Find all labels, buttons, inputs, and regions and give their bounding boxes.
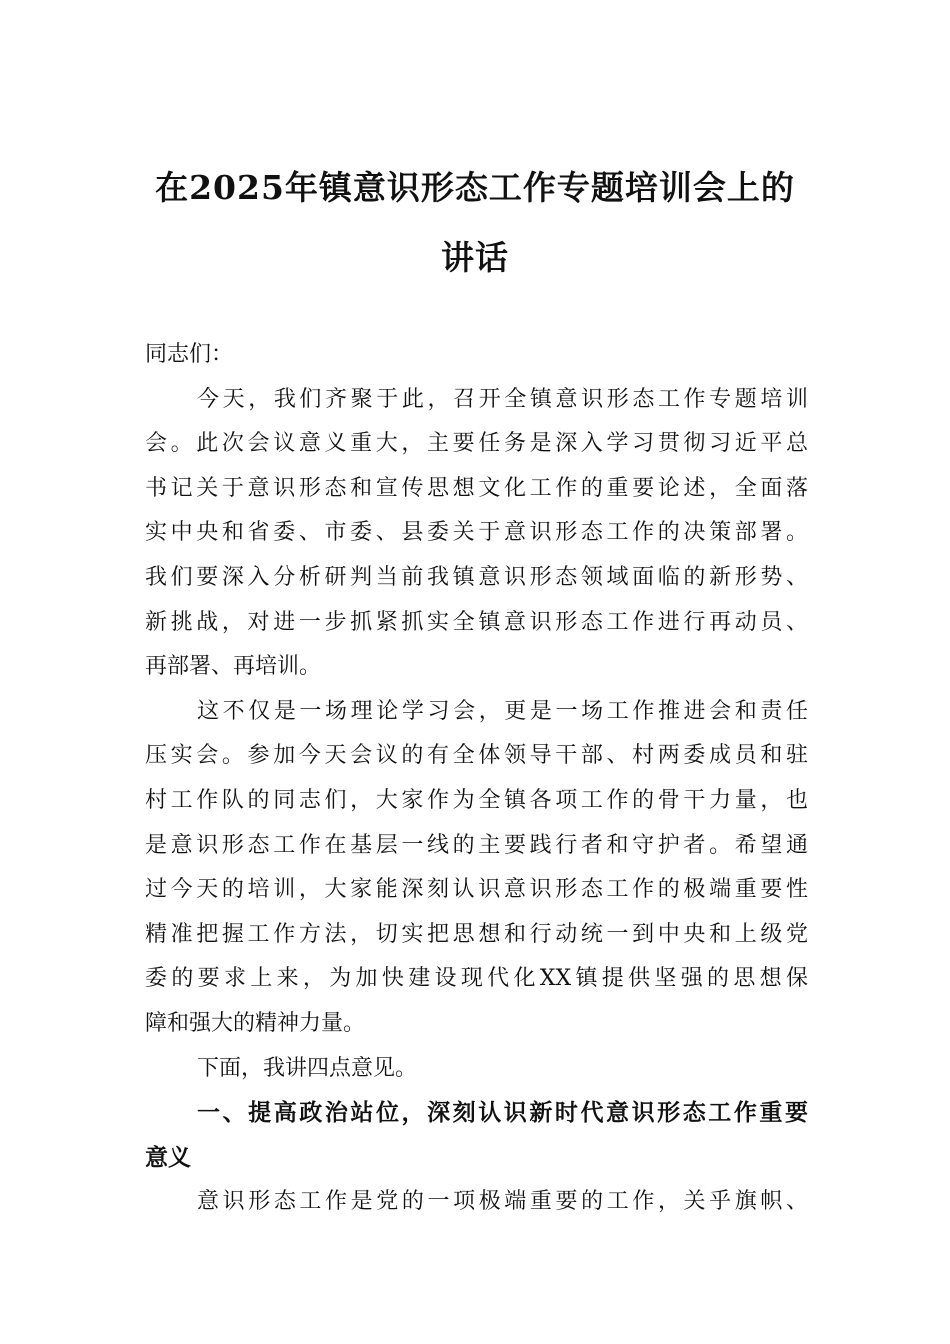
- section-heading-line: 一、提高政治站位，深刻认识新时代意识形态工作重要: [197, 1099, 808, 1127]
- paragraph-line: 我们要深入分析研判当前我镇意识形态领域面临的新形势、: [145, 564, 808, 590]
- paragraph-line: 意识形态工作是党的一项极端重要的工作，关乎旗帜、: [197, 1189, 808, 1215]
- document-title-line-2: 讲话: [441, 238, 509, 277]
- paragraph-line: 障和强大的精神力量。: [145, 1010, 366, 1036]
- paragraph-line: 这不仅是一场理论学习会，更是一场工作推进会和责任: [197, 698, 808, 724]
- paragraph-line: 下面，我讲四点意见。: [197, 1055, 418, 1081]
- paragraph-line: 实中央和省委、市委、县委关于意识形态工作的决策部署。: [145, 520, 808, 546]
- paragraph-line: 再部署、再培训。: [145, 654, 322, 680]
- paragraph-line: 今天，我们齐聚于此，召开全镇意识形态工作专题培训: [197, 386, 808, 412]
- paragraph-line: 压实会。参加今天会议的有全体领导干部、村两委成员和驻: [145, 743, 808, 769]
- paragraph-line: 会。此次会议意义重大，主要任务是深入学习贯彻习近平总: [145, 431, 808, 457]
- paragraph-line: 村工作队的同志们，大家作为全镇各项工作的骨干力量，也: [145, 787, 808, 813]
- paragraph-line: 书记关于意识形态和宣传思想文化工作的重要论述，全面落: [145, 475, 808, 501]
- paragraph-line: 精准把握工作方法，切实把思想和行动统一到中央和上级党: [145, 921, 808, 947]
- paragraph-line: 新挑战，对进一步抓紧抓实全镇意识形态工作进行再动员、: [145, 609, 808, 635]
- section-heading-line: 意义: [145, 1143, 191, 1171]
- paragraph-line: 过今天的培训，大家能深刻认识意识形态工作的极端重要性: [145, 877, 808, 903]
- paragraph-line: 是意识形态工作在基层一线的主要践行者和守护者。希望通: [145, 832, 808, 858]
- document-title-line-1: 在2025年镇意识形态工作专题培训会上的: [155, 168, 795, 207]
- document-body: [145, 333, 808, 1225]
- paragraph-line: 委的要求上来，为加快建设现代化XX镇提供坚强的思想保: [145, 966, 808, 992]
- salutation: 同志们：: [145, 342, 234, 367]
